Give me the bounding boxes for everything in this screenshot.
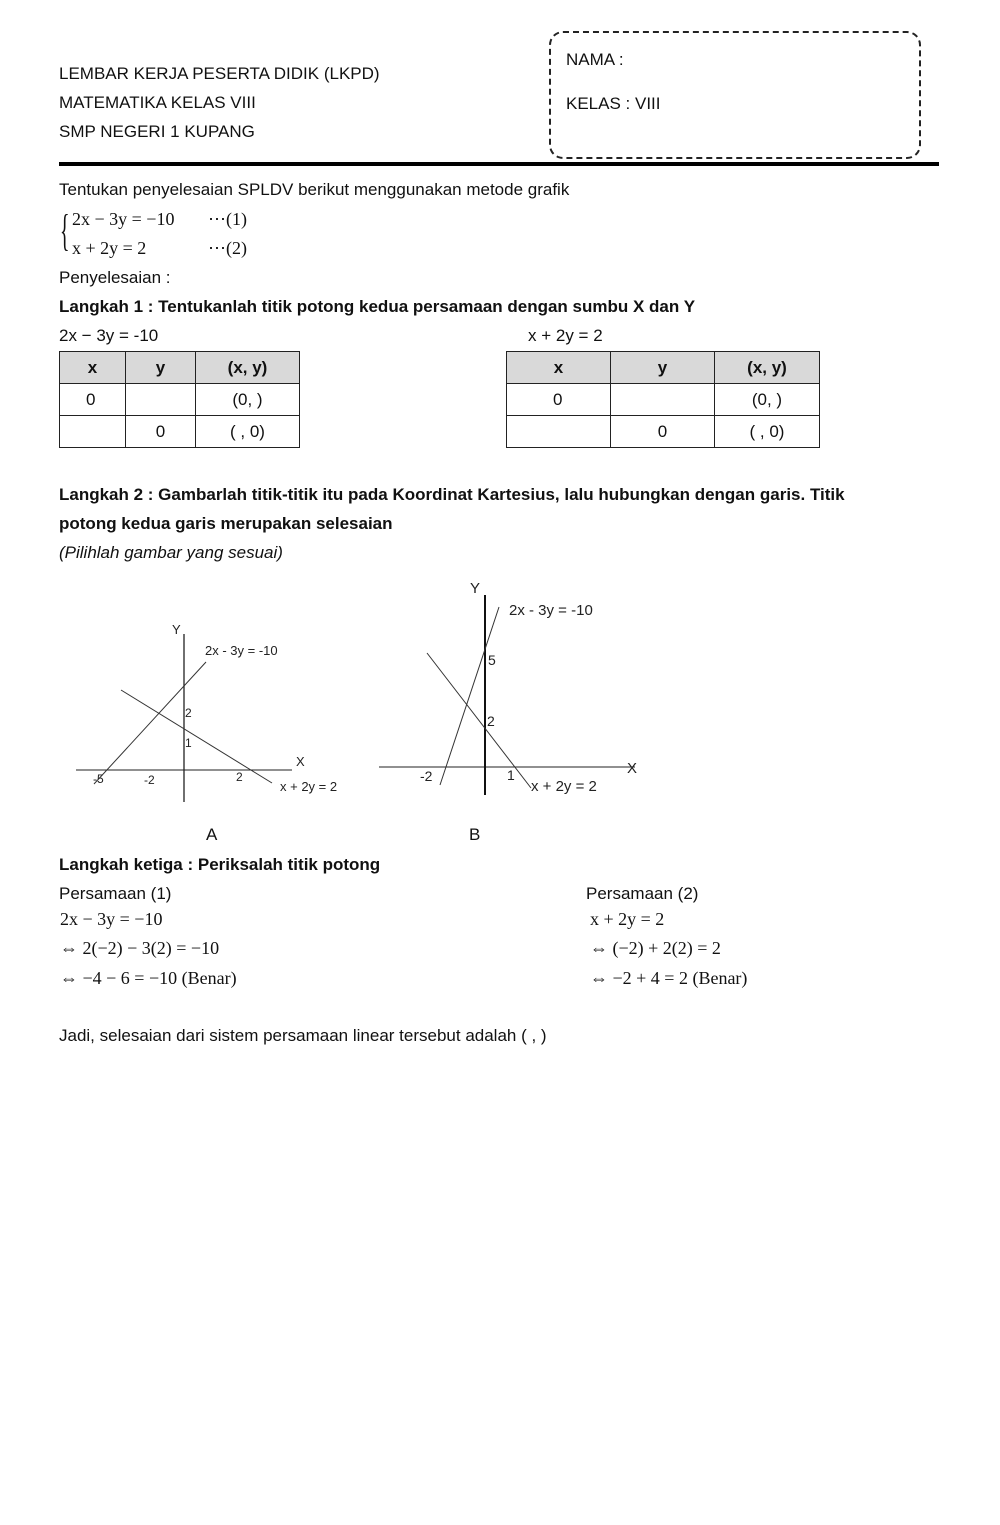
table2-header-y: y xyxy=(611,352,715,384)
table2-cell-y[interactable] xyxy=(611,384,715,416)
graph-b-tick-label: 2 xyxy=(487,713,495,729)
graph-b-axis-x-label: X xyxy=(627,760,638,777)
graph-b-line-1-label: 2x - 3y = -10 xyxy=(509,602,593,619)
table1-cell-x[interactable] xyxy=(60,416,126,448)
table1-header-y: y xyxy=(126,352,196,384)
table1 xyxy=(59,351,300,448)
graph-a-tick-label: -2 xyxy=(144,773,155,787)
system-equation-1-tag: ⋯(1) xyxy=(208,209,247,229)
table2-cell-xy[interactable]: ( , 0) xyxy=(715,416,820,448)
check-eq2-line: x + 2y = 2 xyxy=(590,909,665,929)
graph-b-line-2 xyxy=(427,653,531,788)
graph-a-tick-label: 2 xyxy=(236,770,243,784)
table2-equation: x + 2y = 2 xyxy=(528,326,603,345)
table2-header-x: x xyxy=(507,352,611,384)
graph-a-axis-y-label: Y xyxy=(172,622,181,637)
school-name: SMP NEGERI 1 KUPANG xyxy=(59,122,255,141)
graph-b-option-label[interactable]: B xyxy=(469,825,481,844)
subject-title: MATEMATIKA KELAS VIII xyxy=(59,93,256,112)
step2-title-line1: Langkah 2 : Gambarlah titik-titik itu pada Koordinat Kartesius, lalu hubungkan dengan garis. Titik xyxy=(59,485,845,504)
table2-cell-xy[interactable]: (0, ) xyxy=(715,384,820,416)
system-brace: { xyxy=(60,206,70,255)
system-equation-2-tag: ⋯(2) xyxy=(208,238,247,258)
graph-b[interactable] xyxy=(375,575,650,805)
step3-title: Langkah ketiga : Periksalah titik potong xyxy=(59,855,381,874)
worksheet-title: LEMBAR KERJA PESERTA DIDIK (LKPD) xyxy=(59,64,380,83)
graph-a-line-1-label: 2x - 3y = -10 xyxy=(205,643,278,658)
graph-a[interactable] xyxy=(60,610,360,810)
conclusion-text: Jadi, selesaian dari sistem persamaan linear tersebut adalah ( , ) xyxy=(59,1026,547,1045)
graph-a-axis-x-label: X xyxy=(296,754,305,769)
graph-b-line-2-label: x + 2y = 2 xyxy=(531,778,597,795)
table-row xyxy=(60,416,300,448)
check-eq1-heading: Persamaan (1) xyxy=(59,884,172,903)
table-row xyxy=(507,384,820,416)
table1-header-xy: (x, y) xyxy=(196,352,300,384)
graph-a-tick-label: -5 xyxy=(93,772,104,786)
graph-a-line-2-label: x + 2y = 2 xyxy=(280,779,338,794)
table2-header-xy: (x, y) xyxy=(715,352,820,384)
graph-b-tick-label: 1 xyxy=(507,767,515,783)
step1-title: Langkah 1 : Tentukanlah titik potong kedua persamaan dengan sumbu X dan Y xyxy=(59,297,696,316)
check-eq1-line: ⇔ −4 − 6 = −10 (Benar) xyxy=(60,968,237,988)
graph-a-line-2 xyxy=(121,690,272,783)
table-row xyxy=(507,416,820,448)
check-eq2-line: ⇔ (−2) + 2(2) = 2 xyxy=(590,938,721,958)
table2 xyxy=(506,351,820,448)
graph-b-tick-label: 5 xyxy=(488,652,496,668)
step2-note: (Pilihlah gambar yang sesuai) xyxy=(59,543,283,562)
graph-a-tick-label: 1 xyxy=(185,736,192,750)
check-eq1-line: 2x − 3y = −10 xyxy=(60,909,163,929)
table1-cell-y[interactable]: 0 xyxy=(126,416,196,448)
table2-cell-x[interactable] xyxy=(507,416,611,448)
graph-b-axis-y-label: Y xyxy=(470,580,481,597)
check-eq2-line: ⇔ −2 + 4 = 2 (Benar) xyxy=(590,968,748,988)
table1-cell-x[interactable]: 0 xyxy=(60,384,126,416)
table1-equation: 2x − 3y = -10 xyxy=(59,326,159,345)
system-equation-1: 2x − 3y = −10 xyxy=(72,209,175,229)
table2-cell-x[interactable]: 0 xyxy=(507,384,611,416)
table1-cell-y[interactable] xyxy=(126,384,196,416)
header-divider xyxy=(59,162,939,166)
graph-a-option-label[interactable]: A xyxy=(206,825,218,844)
solution-label: Penyelesaian : xyxy=(59,268,171,287)
table1-cell-xy[interactable]: (0, ) xyxy=(196,384,300,416)
table1-cell-xy[interactable]: ( , 0) xyxy=(196,416,300,448)
check-eq1-line: ⇔ 2(−2) − 3(2) = −10 xyxy=(60,938,220,958)
table-row xyxy=(60,384,300,416)
check-eq2-heading: Persamaan (2) xyxy=(586,884,699,903)
name-field-label: NAMA : xyxy=(566,50,624,69)
step2-title-line2: potong kedua garis merupakan selesaian xyxy=(59,514,393,533)
system-equation-2: x + 2y = 2 xyxy=(72,238,147,258)
graph-b-line-1 xyxy=(440,607,499,785)
table1-header-x: x xyxy=(60,352,126,384)
graph-a-tick-label: 2 xyxy=(185,706,192,720)
instruction-text: Tentukan penyelesaian SPLDV berikut menggunakan metode grafik xyxy=(59,180,570,199)
table2-cell-y[interactable]: 0 xyxy=(611,416,715,448)
class-field-label: KELAS : VIII xyxy=(566,94,661,113)
graph-b-tick-label: -2 xyxy=(420,768,433,784)
graph-a-line-1 xyxy=(94,662,206,784)
